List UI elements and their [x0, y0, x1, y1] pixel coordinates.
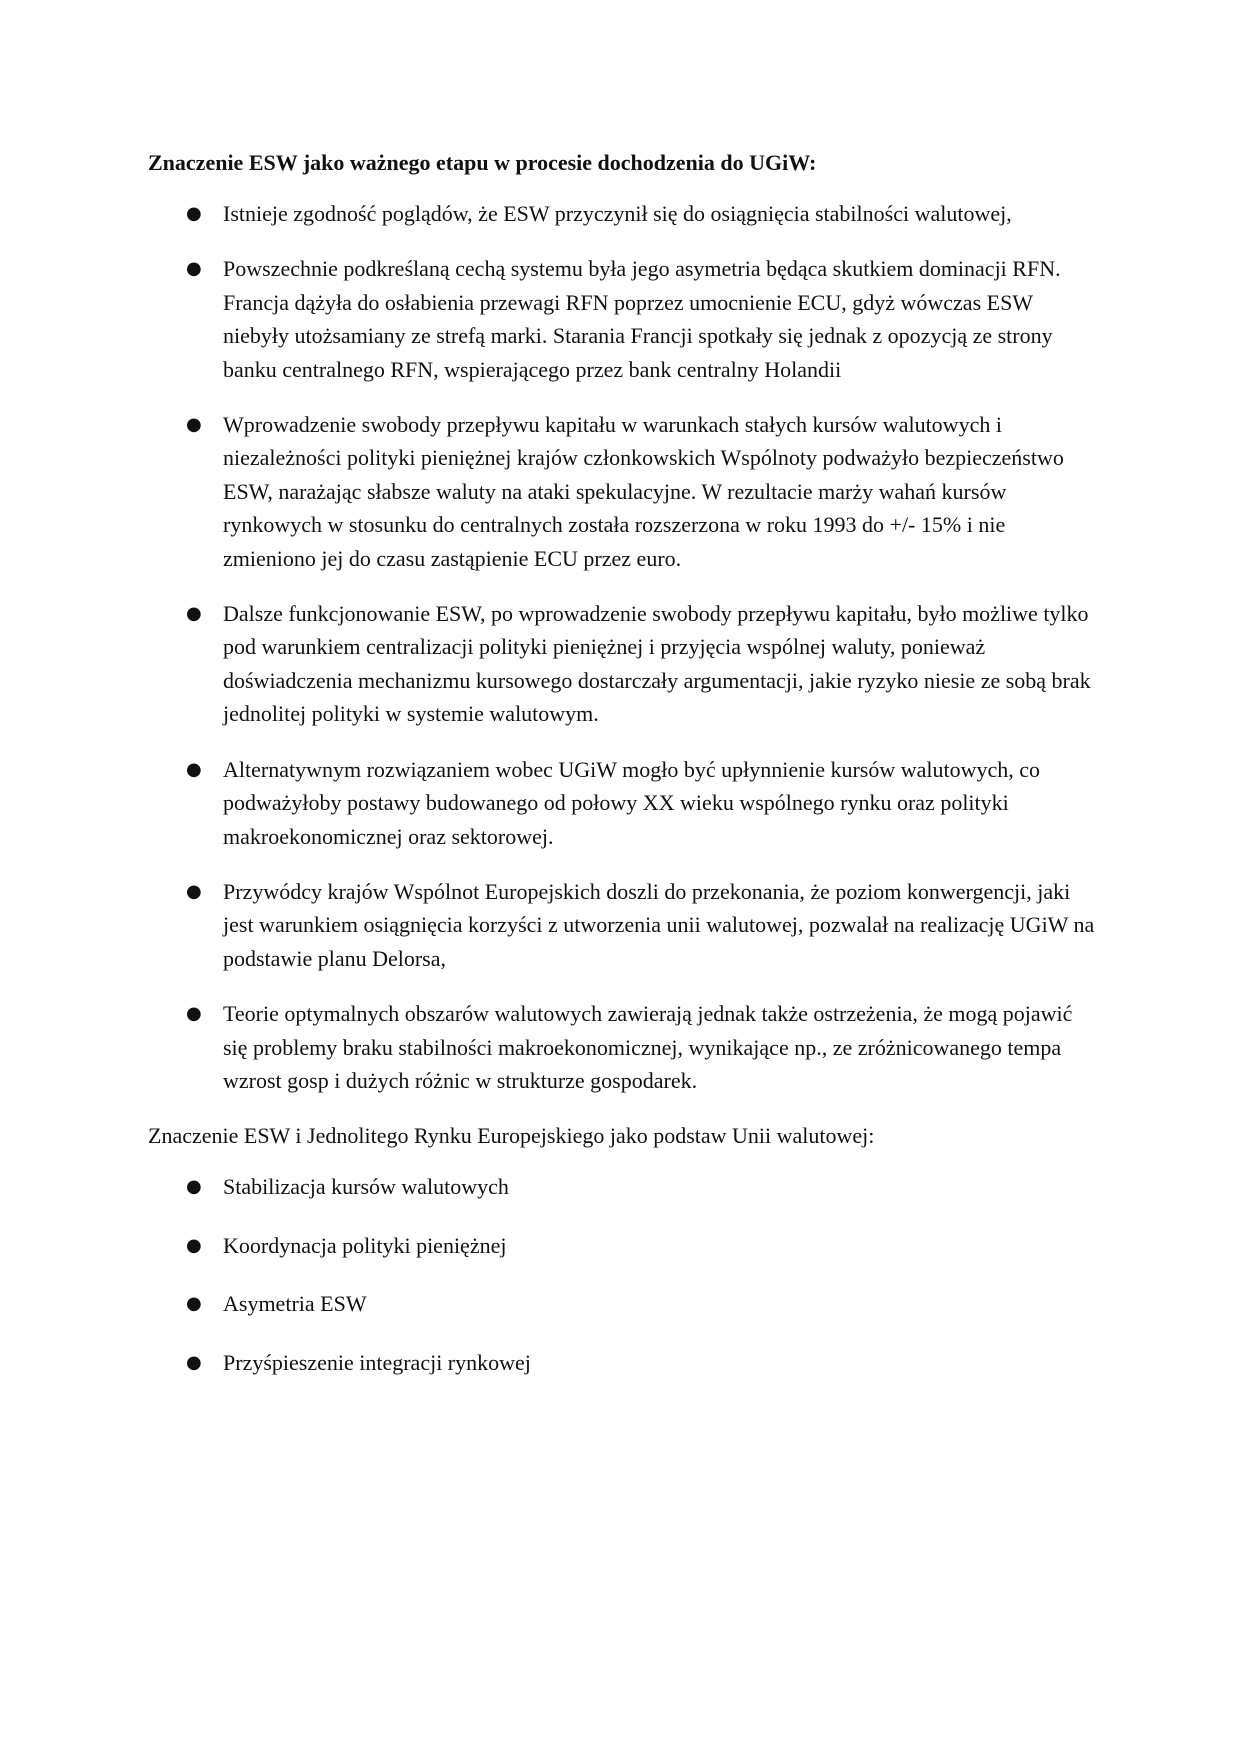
bullet-icon: ●	[186, 1351, 202, 1373]
bullet-icon: ●	[186, 1234, 202, 1256]
list-item-text: Powszechnie podkreślaną cechą systemu była jego asymetria będąca skutkiem dominacji RFN. Francja dążyła do osłabienia przewagi RFN poprzez umocnienie ECU, gdyż wówczas ESW niebyły utożsamiany ze strefą marki. Starania Francji spotkały się jednak z opozycją ze strony banku centralnego RFN, wspierającego przez bank centralny Holandii	[223, 256, 1061, 382]
list-item-text: Stabilizacja kursów walutowych	[223, 1174, 509, 1200]
list-item-text: Istnieje zgodność poglądów, że ESW przyczynił się do osiągnięcia stabilności walutowej,	[223, 201, 1012, 226]
bullet-icon: ●	[186, 880, 202, 902]
bullet-icon: ●	[186, 203, 202, 224]
list-item	[148, 1287, 1098, 1320]
list-item	[148, 597, 1098, 731]
list-item-text: Przywódcy krajów Wspólnot Europejskich doszli do przekonania, że poziom konwergencji, jaki jest warunkiem osiągnięcia korzyści z utworzenia unii walutowej, pozwalał na realizację UGiW na podstawie planu Delorsa,	[223, 878, 1095, 971]
list-item	[148, 252, 1098, 386]
list-item	[148, 408, 1098, 575]
bullet-icon: ●	[186, 1176, 202, 1198]
bullet-list-foundations	[148, 1170, 1098, 1379]
bullet-icon: ●	[186, 603, 202, 625]
list-item-text: Wprowadzenie swobody przepływu kapitału w warunkach stałych kursów walutowych i niezależności polityki pieniężnej krajów członkowskich Wspólnoty podważyło bezpieczeństwo ESW, narażając słabsze waluty na ataki spekulacyjne. W rezultacie marży wahań kursów rynkowych w stosunku do centralnych została rozszerzona w roku 1993 do +/- 15% i nie zmieniono jej do czasu zastąpienie ECU przez euro.	[223, 412, 1064, 571]
bullet-icon: ●	[186, 414, 202, 436]
bullet-icon: ●	[186, 1293, 202, 1315]
list-item	[148, 1346, 1098, 1379]
list-item	[148, 1170, 1098, 1203]
list-item-text: Teorie optymalnych obszarów walutowych zawierają jednak także ostrzeżenia, że mogą pojawić się problemy braku stabilności makroekonomicznej, wynikające np., ze zróżnicowanego tempa wzrost gosp i dużych różnic w strukturze gospodarek.	[223, 1001, 1073, 1093]
document-body	[148, 146, 1098, 1404]
list-item	[148, 997, 1098, 1097]
list-item	[148, 753, 1098, 853]
bullet-icon: ●	[186, 1003, 202, 1025]
list-item	[148, 875, 1098, 975]
list-item-text: Koordynacja polityki pieniężnej	[223, 1232, 507, 1258]
list-item	[148, 1229, 1098, 1262]
list-item-text: Dalsze funkcjonowanie ESW, po wprowadzenie swobody przepływu kapitału, było możliwe tylko pod warunkiem centralizacji polityki pieniężnej i przyjęcia wspólnej waluty, ponieważ doświadczenia mechanizmu kursowego dostarczały argumentacji, jakie ryzyko niesie ze sobą brak jednolitej polityki w systemie walutowym.	[223, 601, 1091, 727]
bullet-list-significance	[148, 197, 1098, 1097]
list-item	[148, 197, 1098, 230]
list-item-text: Asymetria ESW	[223, 1291, 367, 1317]
section-heading: Znaczenie ESW jako ważnego etapu w procesie dochodzenia do UGiW:	[148, 150, 817, 175]
list-item-text: Alternatywnym rozwiązaniem wobec UGiW mogło być upłynnienie kursów walutowych, co podważyłoby postawy budowanego od połowy XX wieku wspólnego rynku oraz polityki makroekonomicznej oraz sektorowej.	[223, 756, 1041, 849]
bullet-icon: ●	[186, 258, 202, 280]
section-paragraph: Znaczenie ESW i Jednolitego Rynku Europejskiego jako podstaw Unii walutowej:	[148, 1123, 875, 1149]
list-item-text: Przyśpieszenie integracji rynkowej	[223, 1349, 531, 1375]
bullet-icon: ●	[186, 758, 202, 780]
